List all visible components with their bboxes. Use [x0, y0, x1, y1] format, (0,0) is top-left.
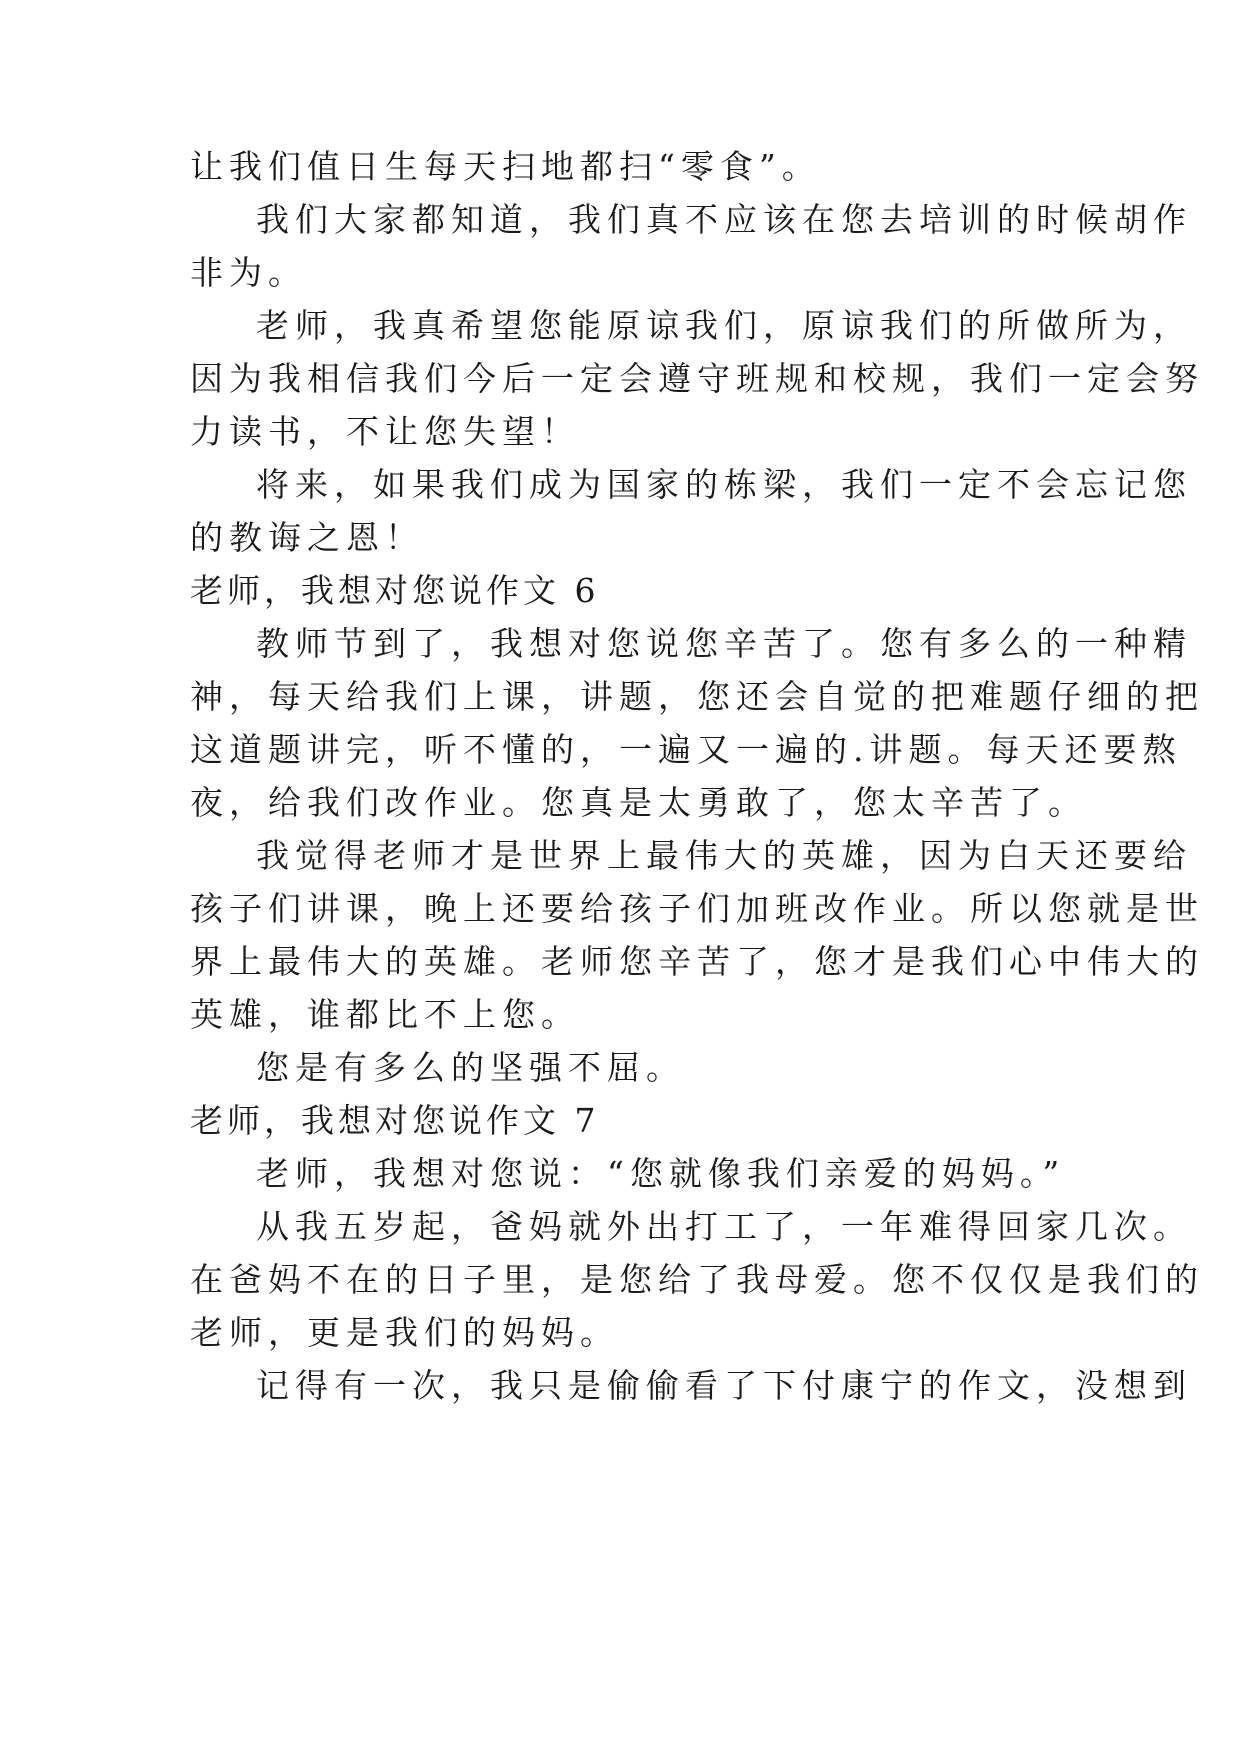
paragraph-start: 老师，我想对您说：“您就像我们亲爱的妈妈。” [256, 1154, 1066, 1193]
section-heading: 老师，我想对您说作文 7 [190, 1101, 600, 1140]
paragraph-start: 我觉得老师才是世界上最伟大的英雄，因为白天还要给 [256, 836, 1192, 875]
text-line: 这道题讲完，听不懂的，一遍又一遍的.讲题。每天还要熬 [190, 730, 1182, 769]
paragraph-start: 老师，我真希望您能原谅我们，原谅我们的所做所为， [256, 306, 1192, 345]
paragraph-start: 教师节到了，我想对您说您辛苦了。您有多么的一种精 [256, 624, 1192, 663]
text-line: 老师，更是我们的妈妈。 [190, 1313, 619, 1352]
text-line: 英雄，谁都比不上您。 [190, 995, 580, 1034]
text-line: 让我们值日生每天扫地都扫“零食”。 [190, 147, 821, 186]
paragraph-start: 将来，如果我们成为国家的栋梁，我们一定不会忘记您 [256, 465, 1192, 504]
text-line: 孩子们讲课，晚上还要给孩子们加班改作业。所以您就是世 [190, 889, 1204, 928]
text-line: 力读书，不让您失望！ [190, 412, 580, 451]
text-line: 神，每天给我们上课，讲题，您还会自觉的把难题仔细的把 [190, 677, 1204, 716]
paragraph-start: 记得有一次，我只是偷偷看了下付康宁的作文，没想到 [256, 1366, 1192, 1405]
text-line: 在爸妈不在的日子里，是您给了我母爱。您不仅仅是我们的 [190, 1260, 1204, 1299]
paragraph-start: 从我五岁起，爸妈就外出打工了，一年难得回家几次。 [256, 1207, 1192, 1246]
text-line: 界上最伟大的英雄。老师您辛苦了，您才是我们心中伟大的 [190, 942, 1204, 981]
text-line: 因为我相信我们今后一定会遵守班规和校规，我们一定会努 [190, 359, 1204, 398]
paragraph-start: 您是有多么的坚强不屈。 [256, 1048, 685, 1087]
text-line: 非为。 [190, 253, 307, 292]
text-line: 夜，给我们改作业。您真是太勇敢了，您太辛苦了。 [190, 783, 1087, 822]
paragraph-start: 我们大家都知道，我们真不应该在您去培训的时候胡作 [256, 200, 1192, 239]
text-line: 的教诲之恩！ [190, 518, 424, 557]
section-heading: 老师，我想对您说作文 6 [190, 571, 600, 610]
